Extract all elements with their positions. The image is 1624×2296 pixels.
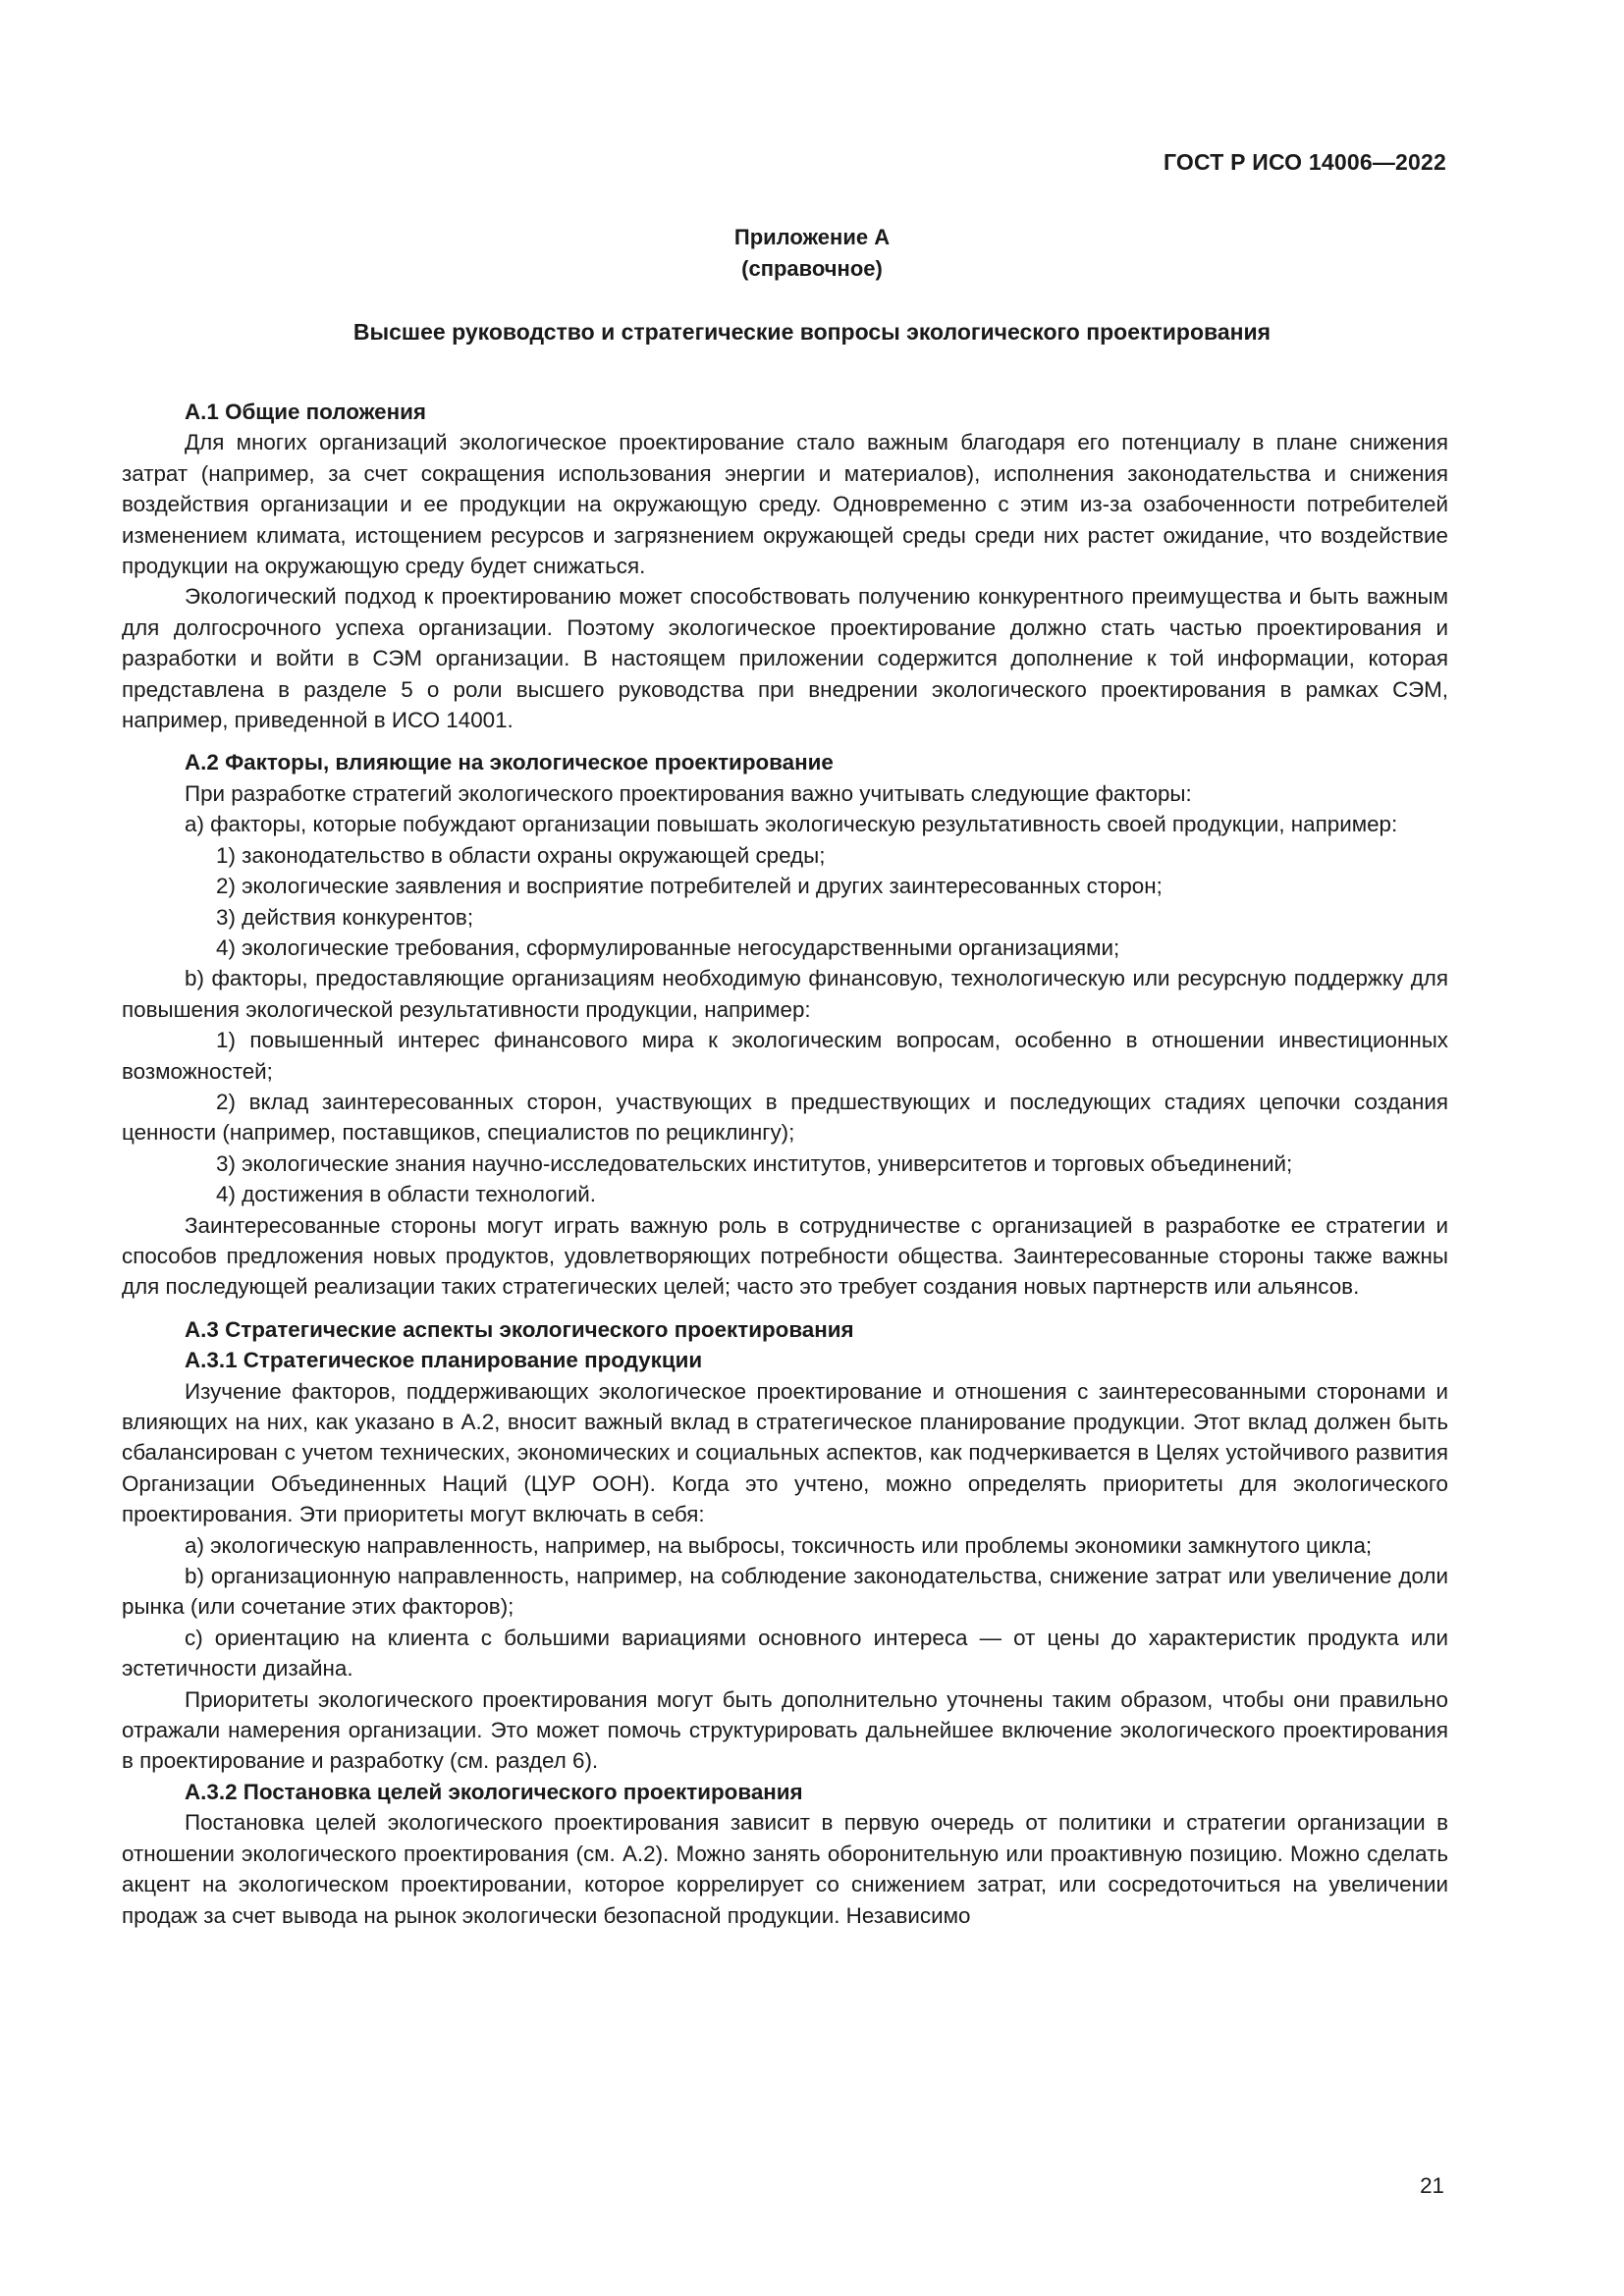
annex-label: Приложение А bbox=[733, 225, 891, 249]
paragraph: Изучение факторов, поддерживающих экологическое проектирование и отношения с заинтересованными сторонами и влияющих на них, как указано в А.2, вносит важный вклад в стратегическое планирование продукции. Этот вклад должен быть сбалансирован с учетом технических, экономических и социальных аспектов, как подчеркивается в Целях устойчивого развития Организации Объединенных Наций (ЦУР ООН). Когда это учтено, можно определять приоритеты для экологического проектирования. Эти приоритеты могут включать в себя: bbox=[122, 1378, 1448, 1527]
annex-type: (справочное) bbox=[741, 256, 883, 281]
list-item: 4) экологические требования, сформулированные негосударственными организациями; bbox=[216, 934, 1120, 960]
section-heading-a3: А.3 Стратегические аспекты экологического проектирования bbox=[185, 1316, 854, 1342]
annex-title: Высшее руководство и стратегические вопросы экологического проектирования bbox=[352, 319, 1272, 345]
document-body bbox=[122, 397, 1448, 1931]
list-item: 1) законодательство в области охраны окружающей среды; bbox=[216, 842, 826, 868]
document-code: ГОСТ Р ИСО 14006—2022 bbox=[1163, 149, 1446, 175]
subsection-heading-a32: А.3.2 Постановка целей экологического проектирования bbox=[185, 1779, 803, 1804]
list-item: c) ориентацию на клиента с большими вариациями основного интереса — от цены до характеристик продукта или эстетичности дизайна. bbox=[122, 1625, 1448, 1682]
list-item: b) факторы, предоставляющие организациям необходимую финансовую, технологическую или ресурсную поддержку для повышения экологической результативности продукции, например: bbox=[122, 966, 1448, 1022]
paragraph: Постановка целей экологического проектирования зависит в первую очередь от политики и стратегии организации в отношении экологического проектирования (см. А.2). Можно занять оборонительную или проактивную позицию. Можно сделать акцент на экологическом проектировании, которое коррелирует со снижением затрат, или сосредоточиться на увеличении продаж за счет вывода на рынок экологически безопасной продукции. Независимо bbox=[122, 1810, 1448, 1928]
paragraph: Заинтересованные стороны могут играть важную роль в сотрудничестве с организацией в разработке ее стратегии и способов предложения новых продуктов, удовлетворяющих потребности общества. Заинтересованные стороны также важны для последующей реализации таких стратегических целей; часто это требует создания новых партнерств или альянсов. bbox=[122, 1212, 1448, 1300]
list-item: 2) вклад заинтересованных сторон, участвующих в предшествующих и последующих стадиях цепочки создания ценности (например, поставщиков, специалистов по рециклингу); bbox=[122, 1089, 1448, 1146]
paragraph: Экологический подход к проектированию может способствовать получению конкурентного преимущества и быть важным для долгосрочного успеха организации. Поэтому экологическое проектирование должно стать частью проектирования и разработки и войти в СЭМ организации. В настоящем приложении содержится дополнение к той информации, которая представлена в разделе 5 о роли высшего руководства при внедрении экологического проектирования в рамках СЭМ, например, приведенной в ИСО 14001. bbox=[122, 584, 1448, 733]
list-item: a) экологическую направленность, например, на выбросы, токсичность или проблемы экономики замкнутого цикла; bbox=[185, 1532, 1373, 1558]
list-item: 3) экологические знания научно-исследовательских институтов, университетов и торговых объединений; bbox=[216, 1150, 1293, 1176]
list-item: 3) действия конкурентов; bbox=[216, 904, 474, 930]
list-item: 4) достижения в области технологий. bbox=[216, 1182, 596, 1207]
annex-header bbox=[0, 222, 1624, 285]
list-item: a) факторы, которые побуждают организации повышать экологическую результативность своей продукции, например: bbox=[185, 812, 1398, 837]
list-item: 2) экологические заявления и восприятие потребителей и других заинтересованных сторон; bbox=[216, 874, 1163, 899]
list-item: 1) повышенный интерес финансового мира к экологическим вопросам, особенно в отношении инвестиционных возможностей; bbox=[122, 1028, 1448, 1084]
section-heading-a2: А.2 Факторы, влияющие на экологическое проектирование bbox=[185, 750, 834, 775]
paragraph: Для многих организаций экологическое проектирование стало важным благодаря его потенциалу в плане снижения затрат (например, за счет сокращения использования энергии и материалов), исполнения законодательства и снижения воздействия организации и ее продукции на окружающую среду. Одновременно с этим из-за озабоченности потребителей изменением климата, истощением ресурсов и загрязнением окружающей среды среди них растет ожидание, что воздействие продукции на окружающую среду будет снижаться. bbox=[122, 430, 1448, 579]
page-number: 21 bbox=[1420, 2173, 1444, 2198]
subsection-heading-a31: А.3.1 Стратегическое планирование продукции bbox=[185, 1348, 703, 1373]
section-heading-a1: А.1 Общие положения bbox=[185, 400, 426, 424]
list-item: b) организационную направленность, например, на соблюдение законодательства, снижение затрат или увеличение доли рынка (или сочетание этих факторов); bbox=[122, 1564, 1448, 1620]
paragraph: Приоритеты экологического проектирования могут быть дополнительно уточнены таким образом, чтобы они правильно отражали намерения организации. Это может помочь структурировать дальнейшее включение экологического проектирования в проектирование и разработку (см. раздел 6). bbox=[122, 1686, 1448, 1774]
paragraph: При разработке стратегий экологического проектирования важно учитывать следующие факторы: bbox=[185, 780, 1192, 806]
